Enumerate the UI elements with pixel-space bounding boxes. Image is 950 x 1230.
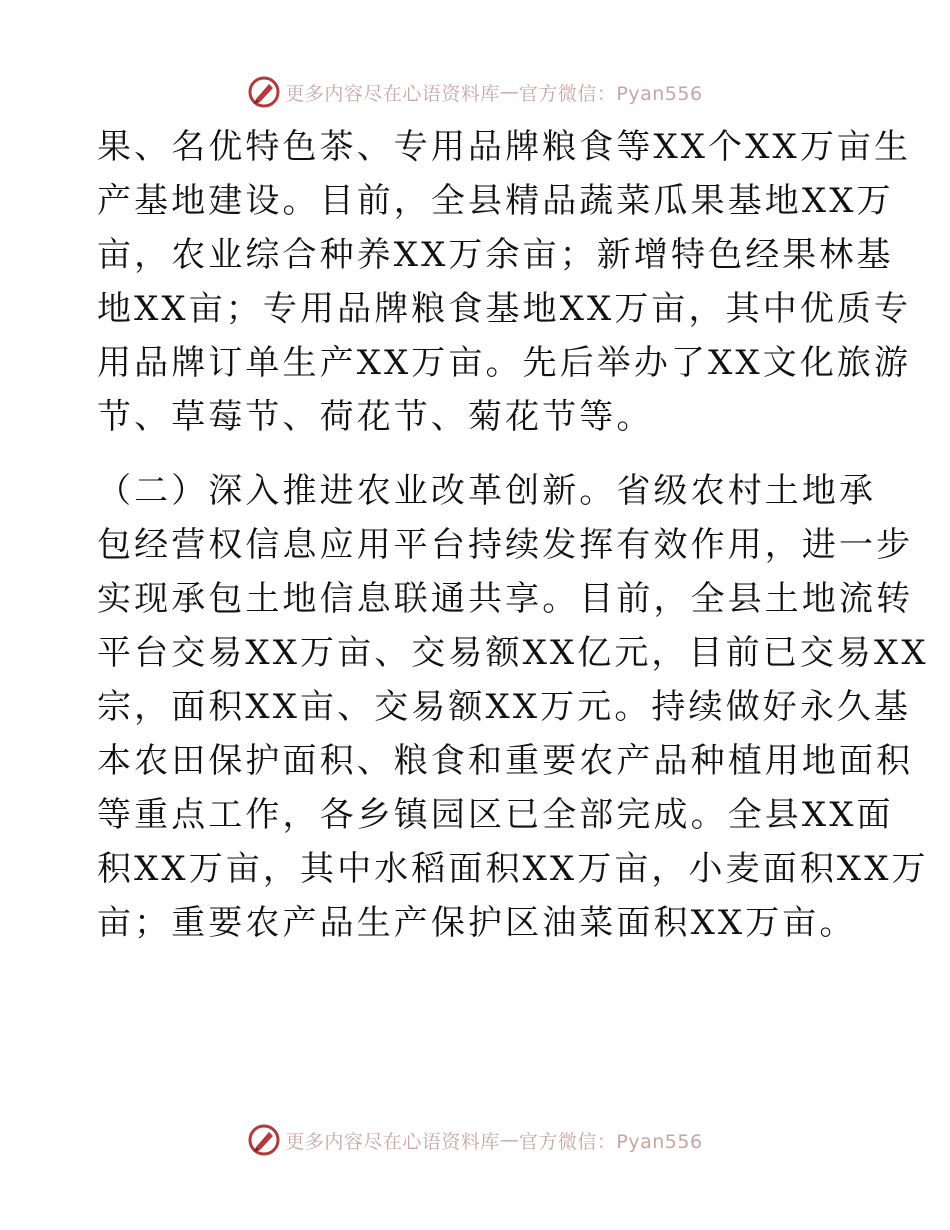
header-banner xyxy=(0,72,950,112)
paragraph-1 xyxy=(97,120,912,444)
footer-banner-contact: 官方微信：Pyan556 xyxy=(518,1130,703,1153)
text-line: 包经营权信息应用平台持续发挥有效作用，进一步 xyxy=(97,525,914,565)
text-line: 用品牌订单生产XX万亩。先后举办了XX文化旅游 xyxy=(97,343,912,383)
text-line: 果、名优特色茶、专用品牌粮食等XX个XX万亩生 xyxy=(97,127,912,167)
text-line: 亩；重要农产品生产保护区油菜面积XX万亩。 xyxy=(97,903,857,943)
footer-banner-text: 更多内容尽在心语资料库 xyxy=(285,1130,500,1153)
footer-banner xyxy=(0,1120,950,1160)
text-line: 亩，农业综合种养XX万余亩；新增特色经果林基 xyxy=(97,235,894,275)
text-line: 本农田保护面积、粮食和重要农产品种植用地面积 xyxy=(97,741,914,781)
text-line: 等重点工作，各乡镇园区已全部完成。全县XX面 xyxy=(97,795,894,835)
pen-logo-icon xyxy=(247,1123,281,1157)
text-line: 实现承包土地信息联通共享。目前，全县土地流转 xyxy=(97,579,914,619)
document-body xyxy=(97,120,929,950)
header-banner-text: 更多内容尽在心语资料库 xyxy=(285,82,500,105)
text-line: 宗，面积XX亩、交易额XX万元。持续做好永久基 xyxy=(97,687,912,727)
text-line: 平台交易XX万亩、交易额XX亿元，目前已交易XX xyxy=(97,633,929,673)
paragraph-2 xyxy=(97,464,929,950)
text-line: 积XX万亩，其中水稻面积XX万亩，小麦面积XX万 xyxy=(97,849,929,889)
text-line: （二）深入推进农业改革创新。省级农村土地承 xyxy=(97,471,877,511)
paragraph-gap xyxy=(97,444,857,464)
text-line: 节、草莓节、荷花节、菊花节等。 xyxy=(97,397,654,437)
text-line: 地XX亩；专用品牌粮食基地XX万亩，其中优质专 xyxy=(97,289,912,329)
pen-logo-icon xyxy=(247,75,281,109)
text-line: 产基地建设。目前，全县精品蔬菜瓜果基地XX万 xyxy=(97,181,894,221)
header-banner-contact: 官方微信：Pyan556 xyxy=(518,82,703,105)
footer-banner-dash: — xyxy=(499,1129,519,1151)
header-banner-dash: — xyxy=(499,81,519,103)
